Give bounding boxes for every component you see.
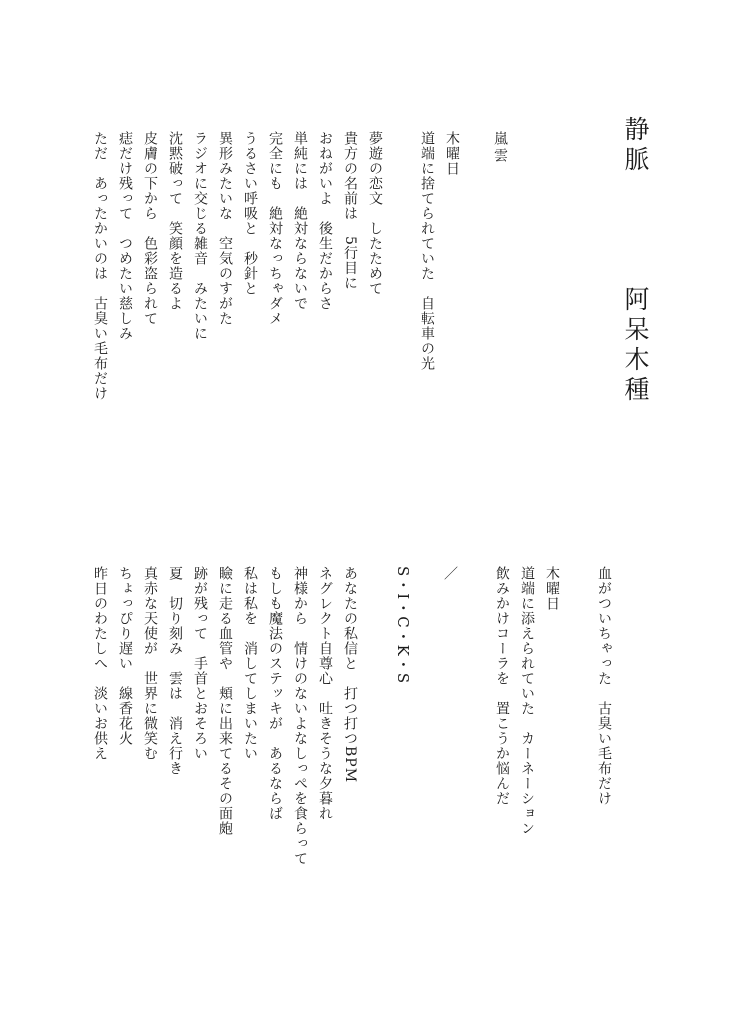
poem-line: 木曜日 bbox=[444, 131, 460, 176]
poem-line: 瞼に走る血管や 頬に出来てるその面皰 bbox=[217, 566, 233, 836]
poem-line: もしも魔法のステッキが あるならば bbox=[267, 566, 283, 821]
poem-line: 昨日のわたしへ 淡いお供え bbox=[92, 566, 108, 761]
poem-line: 沈黙破って 笑顔を造るよ bbox=[167, 131, 183, 311]
poem-line: ただ あったかいのは 古臭い毛布だけ bbox=[92, 131, 108, 401]
poem-line: ちょっぴり遅い 線香花火 bbox=[117, 566, 133, 746]
poem-line: ラジオに交じる雑音 みたいに bbox=[192, 131, 208, 341]
poem-line: ネグレクト自尊心 吐きそうな夕暮れ bbox=[317, 566, 333, 821]
poem-line: 完全にも 絶対なっちゃダメ bbox=[267, 131, 283, 326]
page-title: 静脈 bbox=[621, 116, 650, 176]
poem-line: 血がついちゃった 古臭い毛布だけ bbox=[596, 566, 612, 806]
poem-line: 跡が残って 手首とおそろい bbox=[192, 566, 208, 761]
poem-title: S・I・C・K・S bbox=[394, 566, 412, 685]
poem-line: 私は私を 消してしまいたい bbox=[242, 566, 258, 761]
author-name: 阿呆木種 bbox=[621, 286, 650, 406]
poem-line: おねがいよ 後生だからさ bbox=[317, 131, 333, 311]
poem-title: 嵐雲 bbox=[492, 131, 508, 165]
poem-line: 道端に添えられていた カーネーション bbox=[519, 566, 535, 836]
poem-line: 飲みかけコーラを 置こうか悩んだ bbox=[494, 566, 510, 806]
poem-line: 道端に捨てられていた 自転車の光 bbox=[419, 131, 435, 371]
poem-line: 夢遊の恋文 したためて bbox=[367, 131, 383, 296]
poem-line: 貴方の名前は 5行目に bbox=[342, 131, 358, 291]
poem-line: 異形みたいな 空気のすがた bbox=[217, 131, 233, 326]
poem-line: 神様から 情けのないよなしっぺを食らって bbox=[292, 566, 308, 866]
poem-line: 木曜日 bbox=[544, 566, 560, 611]
poem-line: 夏 切り刻み 雲は 消え行き bbox=[167, 566, 183, 776]
separator: ／ bbox=[442, 566, 458, 581]
poem-line: 真赤な天使が 世界に微笑む bbox=[142, 566, 158, 761]
poem-line: 単純には 絶対ならないで bbox=[292, 131, 308, 311]
poem-line: 痣だけ残って つめたい慈しみ bbox=[117, 131, 133, 341]
poem-line: うるさい呼吸と 秒針と bbox=[242, 131, 258, 296]
poem-line: あなたの私信と 打つ打つBPM bbox=[342, 566, 358, 784]
poem-line: 皮膚の下から 色彩盗られて bbox=[142, 131, 158, 326]
